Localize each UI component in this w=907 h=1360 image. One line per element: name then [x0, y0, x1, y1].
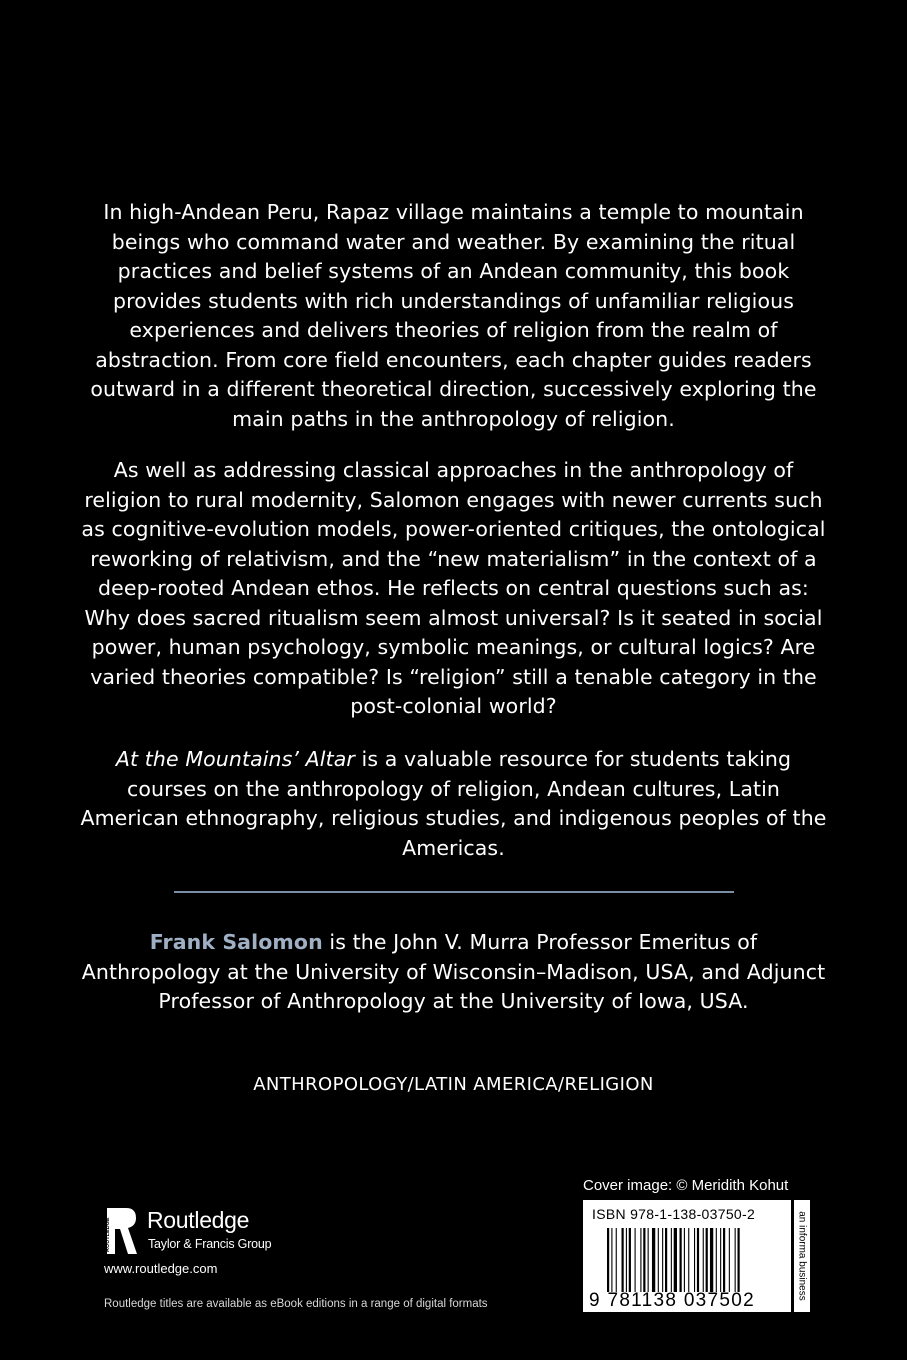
barcode-bars	[607, 1228, 783, 1292]
description-paragraph-2: As well as addressing classical approaches in the anthropology of religion to rural modernity, Salomon engages with newer currents such as cognitive-evolution models, power-oriented critiques, the ontological reworking of relativism, and the “new materialism” in the context of a deep-rooted Andean ethos. He reflects on central questions such as: Why does sacred ritualism seem almost universal? Is it seated in social power, human psychology, symbolic meanings, or cultural logics? Are varied theories compatible? Is “religion” still a tenable category in the post-colonial world?	[81, 458, 826, 718]
section-divider	[174, 891, 734, 893]
subject-category: ANTHROPOLOGY/LATIN AMERICA/RELIGION	[253, 1074, 654, 1095]
author-bio	[80, 928, 827, 1017]
author-bio-text: is the John V. Murra Professor Emeritus of Anthropology at the University of Wisconsin–Madison, USA, and Adjunct Professor of Anthropology at the University of Iowa, USA.	[81, 930, 826, 1013]
barcode-panel	[583, 1200, 791, 1312]
author-name: Frank Salomon	[149, 930, 323, 954]
publisher-group: Taylor & Francis Group	[148, 1237, 272, 1251]
cover-credit: Cover image: © Meridith Kohut	[583, 1177, 789, 1194]
description-paragraph-3	[80, 745, 827, 863]
barcode-digits: 9 781138 037502	[589, 1290, 756, 1311]
description-paragraph-3-text: is a valuable resource for students taking courses on the anthropology of religion, Andean cultures, Latin American ethnography, religious studies, and indigenous peoples of the Americas.	[80, 747, 827, 860]
informa-business-label: an informa business	[796, 1211, 808, 1301]
routledge-logo-icon	[104, 1206, 140, 1256]
ebook-note: Routledge titles are available as eBook editions in a range of digital formats	[104, 1298, 488, 1310]
isbn-text: ISBN 978-1-138-03750-2	[592, 1206, 756, 1222]
book-title-italic: At the Mountains’ Altar	[115, 747, 355, 771]
publisher-website-link[interactable]: www.routledge.com	[104, 1261, 218, 1276]
logo-vertical-text: ROUTLEDGE	[105, 1217, 111, 1252]
informa-strip	[794, 1200, 810, 1312]
description-paragraph-1: In high-Andean Peru, Rapaz village maintains a temple to mountain beings who command water and weather. By examining the ritual practices and belief systems of an Andean community, this book provides students with rich understandings of unfamiliar religious experiences and delivers theories of religion from the realm of abstraction. From core field encounters, each chapter guides readers outward in a different theoretical direction, successively exploring the main paths in the anthropology of religion.	[90, 200, 817, 431]
publisher-name: Routledge	[147, 1207, 250, 1233]
